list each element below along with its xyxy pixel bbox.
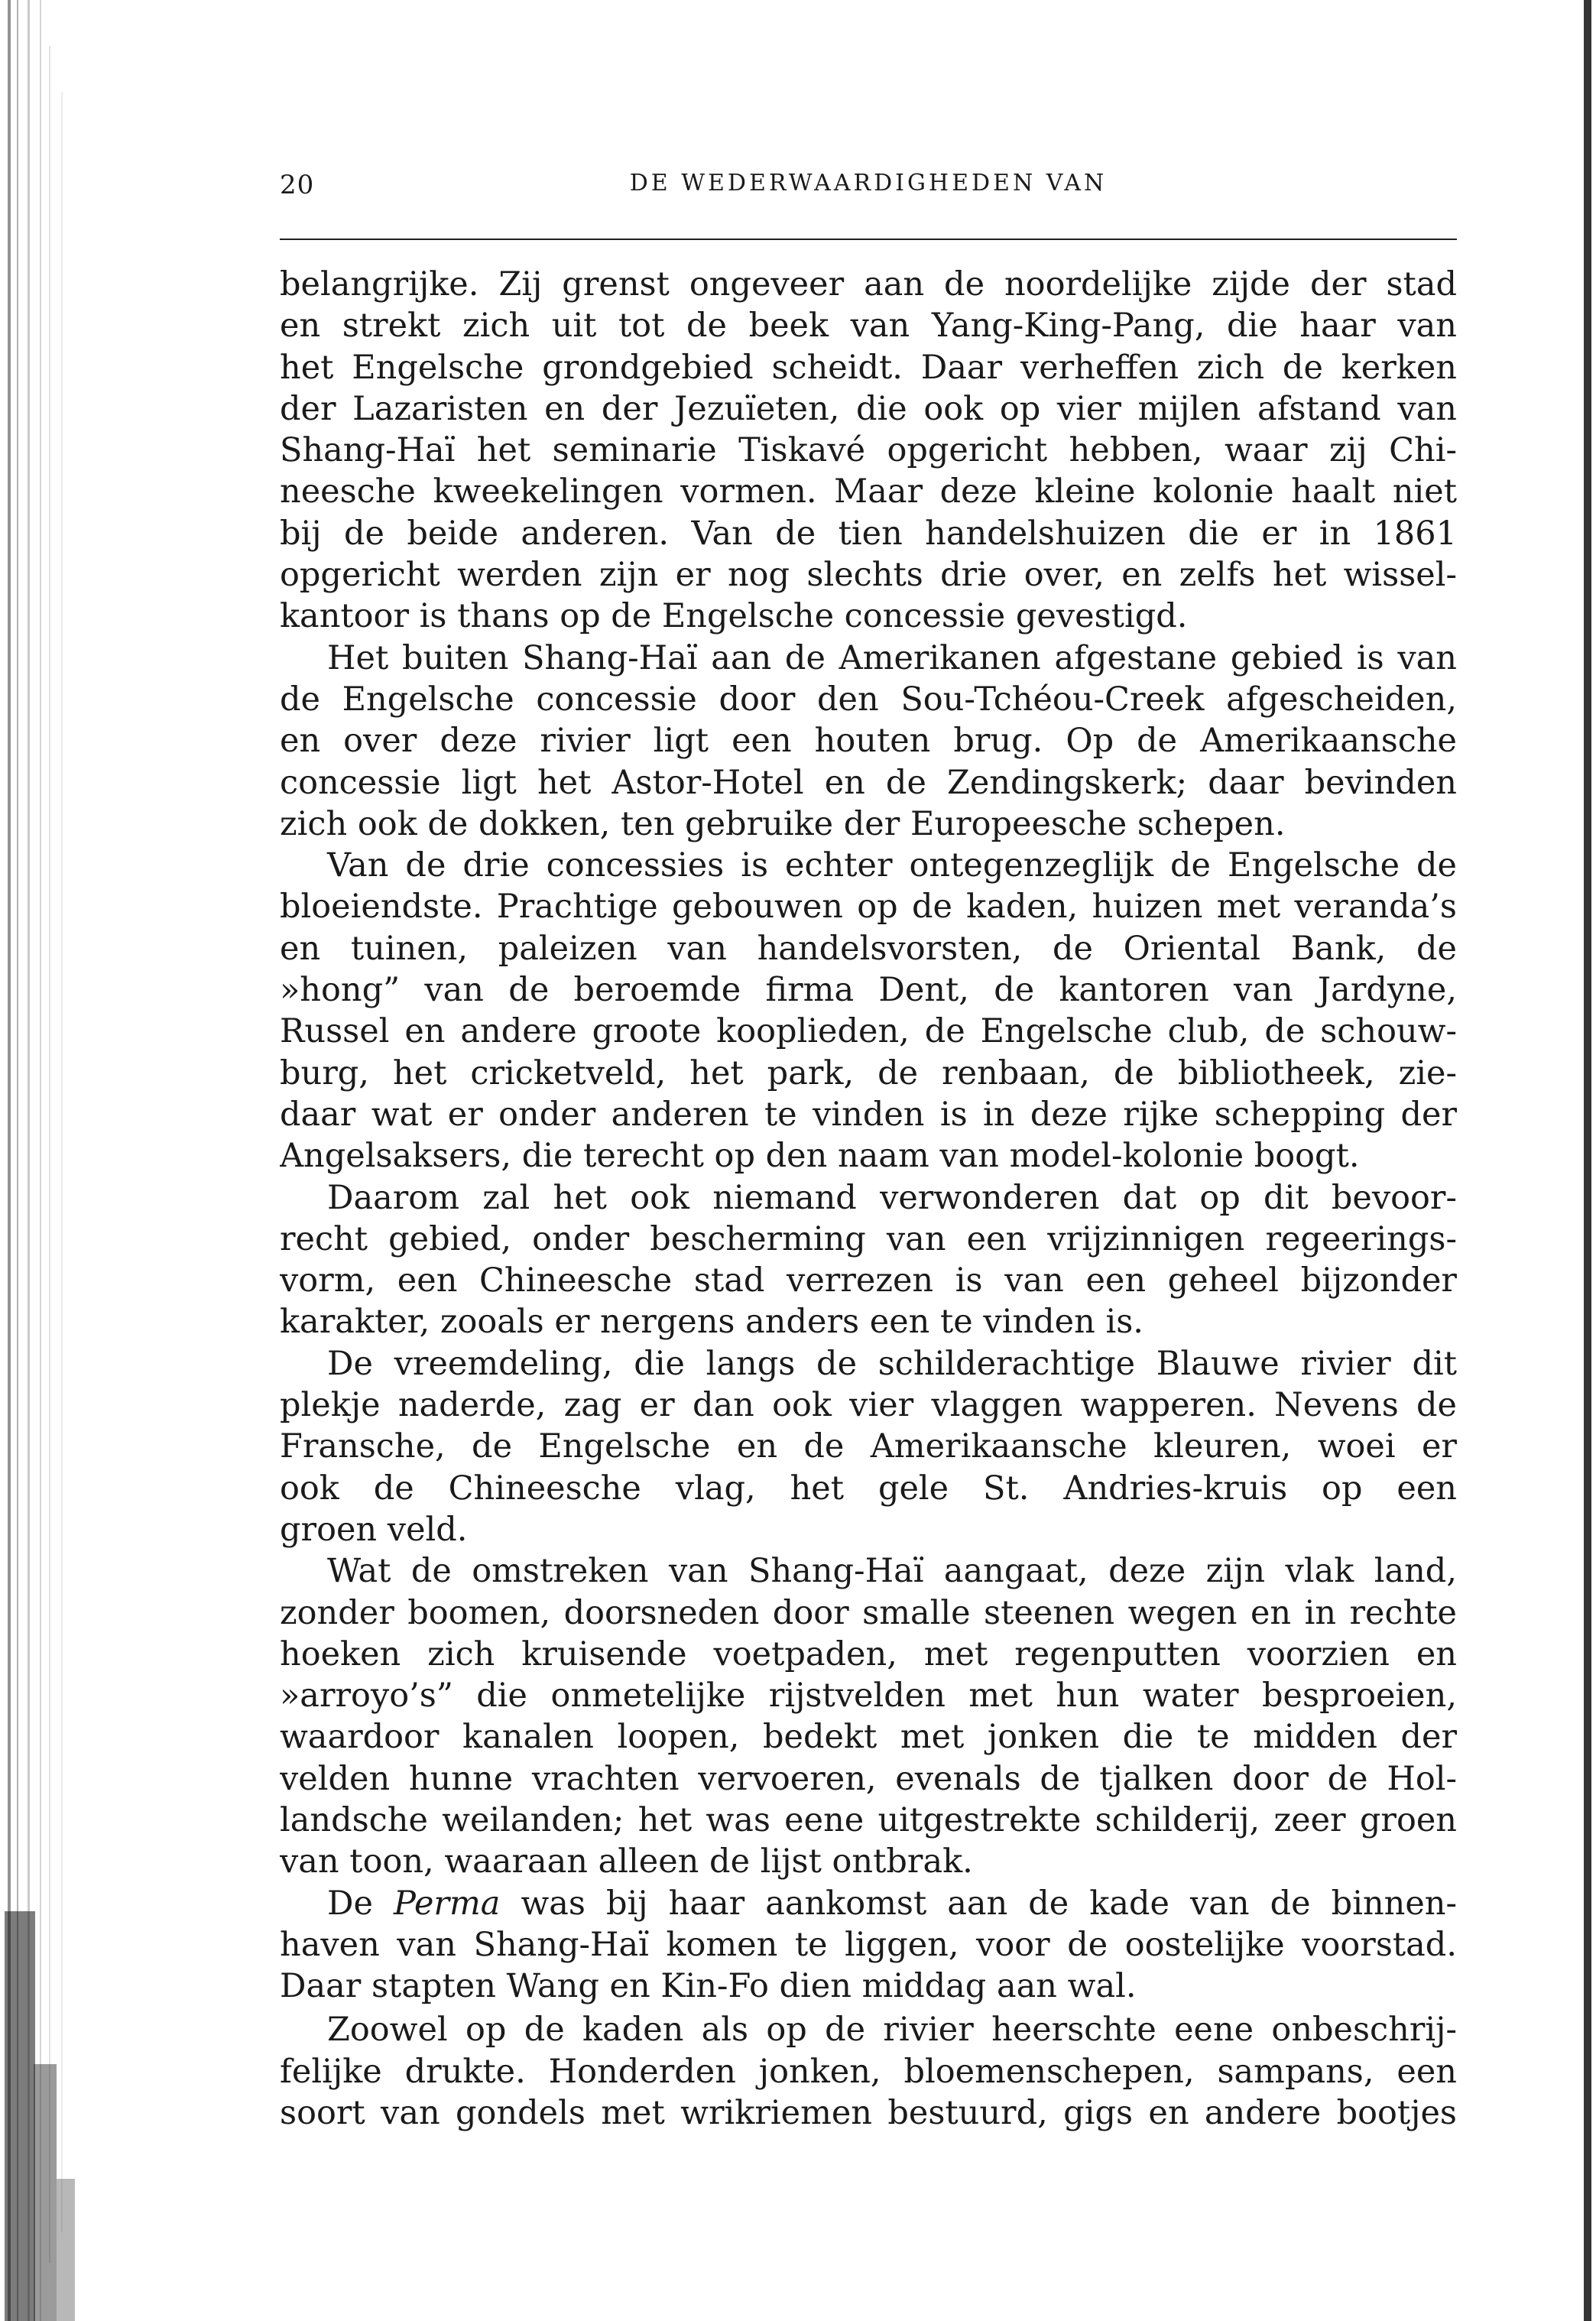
- text-line: zonder boomen, doorsneden door smalle steenen wegen en in rechte: [280, 1593, 1457, 1632]
- text-line: neesche kweekelingen vormen. Maar deze kleine kolonie haalt niet: [280, 472, 1457, 511]
- text-line: plekje naderde, zag er dan ook vier vlaggen wapperen. Nevens de: [280, 1386, 1457, 1425]
- text-line: daar wat er onder anderen te vinden is in deze rijke schepping der: [280, 1095, 1457, 1134]
- text-line: waardoor kanalen loopen, bedekt met jonken die te midden der: [280, 1718, 1457, 1757]
- text-line: ook de Chineesche vlag, het gele St. Andries-kruis op een: [280, 1469, 1457, 1508]
- text-line: der Lazaristen en der Jezuïeten, die ook op vier mijlen afstand van: [280, 389, 1457, 428]
- text-line: Van de drie concessies is echter ontegenzeglijk de Engelsche de: [327, 846, 1457, 885]
- text-line: haven van Shang-Haï komen te liggen, voor de oostelijke voorstad.: [280, 1925, 1457, 1964]
- text-line: belangrijke. Zij grenst ongeveer aan de noordelijke zijde der stad: [280, 265, 1457, 304]
- text-line: Zoowel op de kaden als op de rivier heerschte eene onbeschrij-: [327, 2011, 1457, 2050]
- body-text: [280, 264, 1457, 2134]
- text-line: De vreemdeling, die langs de schilderachtige Blauwe rivier dit: [327, 1344, 1457, 1383]
- text-line: Russel en andere groote kooplieden, de Engelsche club, de schouw-: [280, 1012, 1457, 1051]
- text-line: groen veld.: [280, 1510, 468, 1549]
- text-line: hoeken zich kruisende voetpaden, met regenputten voorzien en: [280, 1634, 1457, 1673]
- text-line: recht gebied, onder bescherming van een vrijzinnigen regeerings-: [280, 1219, 1457, 1258]
- text-line: bloeiendste. Prachtige gebouwen op de kaden, huizen met veranda’s: [280, 888, 1457, 927]
- text-line: Fransche, de Engelsche en de Amerikaansche kleuren, woei er: [280, 1427, 1457, 1466]
- text-line-prefix: De: [327, 1884, 394, 1923]
- text-line: Angelsaksers, die terecht op den naam van model-kolonie boogt.: [280, 1137, 1360, 1176]
- text-line: bij de beide anderen. Van de tien handelshuizen die er in 1861: [280, 514, 1457, 553]
- page-number: 20: [280, 170, 315, 200]
- text-line-space: [500, 1884, 521, 1923]
- text-line: »hong” van de beroemde firma Dent, de kantoren van Jardyne,: [280, 971, 1457, 1010]
- text-line: concessie ligt het Astor-Hotel en de Zendingskerk; daar bevinden: [280, 763, 1457, 802]
- text-line: opgericht werden zijn er nog slechts drie over, en zelfs het wissel-: [280, 556, 1457, 595]
- text-line: karakter, zooals er nergens anders een te vinden is.: [280, 1303, 1143, 1342]
- text-line: Het buiten Shang-Haï aan de Amerikanen afgestane gebied is van: [327, 638, 1457, 677]
- text-line: burg, het cricketveld, het park, de renbaan, de bibliotheek, zie-: [280, 1053, 1457, 1092]
- page-header: [280, 170, 1457, 216]
- ship-name-italic: Perma: [393, 1884, 501, 1923]
- text-line: Wat de omstreken van Shang-Haï aangaat, deze zijn vlak land,: [327, 1552, 1457, 1591]
- text-line: Daarom zal het ook niemand verwonderen dat op dit bevoor-: [327, 1178, 1457, 1217]
- text-line: Daar stapten Wang en Kin-Fo dien middag aan wal.: [280, 1967, 1137, 2006]
- scan-edge-right: [1573, 0, 1596, 2321]
- running-title: DE WEDERWAARDIGHEDEN VAN: [629, 170, 1108, 196]
- text-line: landsche weilanden; het was eene uitgestrekte schilderij, zeer groen: [280, 1800, 1457, 1839]
- text-line: kantoor is thans op de Engelsche concessie gevestigd.: [280, 597, 1188, 636]
- text-line: velden hunne vrachten vervoeren, evenals de tjalken door de Hol-: [280, 1759, 1457, 1798]
- text-line-perma: [280, 1883, 1457, 1924]
- text-line: Shang-Haï het seminarie Tiskavé opgericht hebben, waar zij Chi-: [280, 431, 1457, 470]
- text-line: het Engelsche grondgebied scheidt. Daar verheffen zich de kerken: [280, 348, 1457, 387]
- text-line: vorm, een Chineesche stad verrezen is van een geheel bijzonder: [280, 1261, 1457, 1300]
- text-line: »arroyo’s” die onmetelijke rijstvelden met hun water besproeien,: [280, 1677, 1457, 1716]
- header-rule: [280, 239, 1457, 240]
- text-line: en tuinen, paleizen van handelsvorsten, de Oriental Bank, de: [280, 929, 1457, 968]
- text-line: de Engelsche concessie door den Sou-Tchéou-Creek afgescheiden,: [280, 680, 1457, 719]
- text-line: en over deze rivier ligt een houten brug. Op de Amerikaansche: [280, 722, 1457, 761]
- text-line: zich ook de dokken, ten gebruike der Europeesche schepen.: [280, 804, 1286, 843]
- scan-edge-left: [0, 0, 99, 2321]
- text-line: en strekt zich uit tot de beek van Yang-King-Pang, die haar van: [280, 307, 1457, 346]
- text-line: felijke drukte. Honderden jonken, bloemenschepen, sampans, een: [280, 2052, 1457, 2091]
- text-line: van toon, waaraan alleen de lijst ontbrak.: [280, 1842, 973, 1881]
- text-line: soort van gondels met wrikriemen bestuurd, gigs en andere bootjes: [280, 2094, 1457, 2133]
- text-line-rest: was bij haar aankomst aan de kade van de binnen-: [521, 1884, 1457, 1923]
